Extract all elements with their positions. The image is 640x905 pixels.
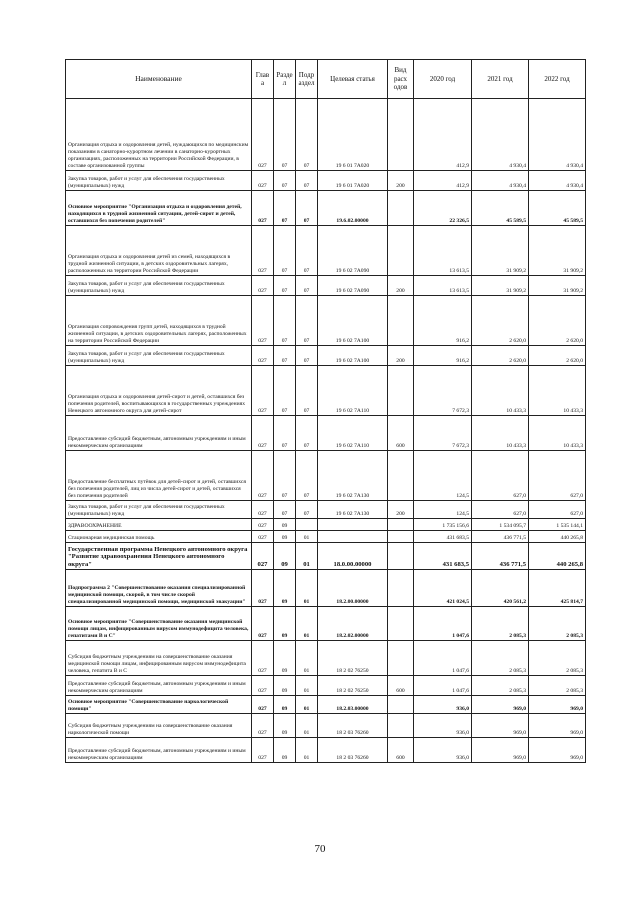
header-2020: 2020 год (414, 60, 472, 99)
row-cell-r: 09 (274, 738, 296, 763)
row-cell-p: 07 (296, 226, 318, 276)
table-row (66, 676, 586, 696)
row-cell-r: 07 (274, 346, 296, 366)
row-cell-r: 09 (274, 676, 296, 696)
row-cell-a: 936,0 (414, 714, 472, 738)
row-cell-p: 07 (296, 99, 318, 171)
row-name: Подпрограмма 2 "Совершенствование оказания специализированной медицинской помощи, скорой, в том числе скорой специализированной медицинской помощи, медицинской эвакуации" (66, 570, 252, 607)
row-cell-s (318, 531, 388, 543)
row-cell-v (388, 451, 414, 501)
row-cell-v: 600 (388, 416, 414, 451)
row-cell-s: 19 6 02 7А130 (318, 501, 388, 519)
page-number: 70 (314, 843, 326, 855)
row-cell-r: 07 (274, 276, 296, 296)
table-body (66, 99, 586, 763)
row-cell-a: 412,9 (414, 99, 472, 171)
row-cell-r: 07 (274, 226, 296, 276)
table-row (66, 543, 586, 570)
row-name: Организация сопровождения групп детей, находящихся в трудной жизненной ситуации, в детских оздоровительных лагерях, расположенных на территории Российской Федерации (66, 296, 252, 346)
row-cell-p: 07 (296, 171, 318, 191)
row-cell-s: 19 6 02 7А110 (318, 366, 388, 416)
row-cell-a: 22 326,5 (414, 191, 472, 226)
row-cell-g: 027 (252, 570, 274, 607)
row-cell-p: 07 (296, 276, 318, 296)
row-cell-c: 2 085,3 (529, 676, 586, 696)
row-cell-b: 31 909,2 (472, 276, 529, 296)
row-cell-v (388, 191, 414, 226)
table-row (66, 696, 586, 714)
row-cell-g: 027 (252, 99, 274, 171)
table-row (66, 416, 586, 451)
table-row (66, 519, 586, 531)
row-cell-r: 09 (274, 696, 296, 714)
row-cell-a: 7 672,3 (414, 366, 472, 416)
row-cell-s: 19 6 02 7А100 (318, 346, 388, 366)
row-cell-v (388, 296, 414, 346)
row-cell-v (388, 366, 414, 416)
row-cell-c: 969,0 (529, 696, 586, 714)
row-name: Основное мероприятие "Совершенствование оказания медицинской помощи лицам, инфицированным вирусом иммунодефицита человека, гепатитами В и С" (66, 607, 252, 641)
row-cell-a: 431 683,5 (414, 543, 472, 570)
row-cell-b: 420 561,2 (472, 570, 529, 607)
row-cell-r: 09 (274, 714, 296, 738)
row-cell-v (388, 519, 414, 531)
row-cell-b: 4 930,4 (472, 171, 529, 191)
row-cell-s: 19 6 02 7А110 (318, 416, 388, 451)
row-name: Закупка товаров, работ и услуг для обеспечения государственных (муниципальных) нужд (66, 276, 252, 296)
row-cell-v: 200 (388, 501, 414, 519)
row-cell-c: 627,0 (529, 501, 586, 519)
row-cell-s: 19 6 01 7А020 (318, 171, 388, 191)
row-cell-r: 09 (274, 519, 296, 531)
row-cell-g: 027 (252, 451, 274, 501)
row-cell-v (388, 226, 414, 276)
row-cell-a: 431 683,5 (414, 531, 472, 543)
row-cell-r: 07 (274, 366, 296, 416)
row-cell-c: 45 589,5 (529, 191, 586, 226)
row-cell-v: 200 (388, 171, 414, 191)
row-cell-s: 18 2 03 76260 (318, 738, 388, 763)
row-cell-c: 10 433,3 (529, 416, 586, 451)
row-cell-p: 01 (296, 676, 318, 696)
table-row (66, 346, 586, 366)
row-cell-g: 027 (252, 226, 274, 276)
row-cell-b: 2 620,0 (472, 346, 529, 366)
row-cell-p: 07 (296, 346, 318, 366)
row-cell-c: 440 265,8 (529, 543, 586, 570)
row-name: Основное мероприятие "Организация отдыха и оздоровления детей, находящихся в трудной жизненной ситуации, детей-сирот и детей, оставшихся без попечения родителей" (66, 191, 252, 226)
row-cell-s: 18 2 03 76260 (318, 714, 388, 738)
row-cell-a: 13 613,5 (414, 276, 472, 296)
row-cell-s: 18.2.02.00000 (318, 607, 388, 641)
row-cell-a: 124,5 (414, 451, 472, 501)
row-cell-a: 412,9 (414, 171, 472, 191)
row-cell-s: 18 2 02 76250 (318, 676, 388, 696)
row-name: Основное мероприятие "Совершенствование наркологической помощи" (66, 696, 252, 714)
row-cell-s: 19 6 02 7А100 (318, 296, 388, 346)
row-cell-g: 027 (252, 276, 274, 296)
row-cell-v: 600 (388, 676, 414, 696)
row-cell-b: 627,0 (472, 501, 529, 519)
row-cell-c: 2 085,3 (529, 641, 586, 676)
row-cell-b: 10 433,3 (472, 366, 529, 416)
row-name: Субсидия бюджетным учреждениям на совершенствование оказания наркологической помощи (66, 714, 252, 738)
row-cell-a: 124,5 (414, 501, 472, 519)
row-cell-b: 436 771,5 (472, 543, 529, 570)
row-cell-c: 31 909,2 (529, 226, 586, 276)
row-cell-c: 2 620,0 (529, 296, 586, 346)
row-cell-b: 2 085,3 (472, 641, 529, 676)
row-cell-g: 027 (252, 191, 274, 226)
row-cell-p: 07 (296, 191, 318, 226)
row-name: Предоставление субсидий бюджетным, автономным учреждениям и иным некоммерческим организациям (66, 738, 252, 763)
header-2021: 2021 год (472, 60, 529, 99)
row-cell-p: 01 (296, 641, 318, 676)
row-cell-p: 01 (296, 607, 318, 641)
row-cell-a: 916,2 (414, 296, 472, 346)
row-cell-r: 09 (274, 531, 296, 543)
row-cell-a: 1 047,6 (414, 641, 472, 676)
row-cell-g: 027 (252, 366, 274, 416)
row-cell-g: 027 (252, 296, 274, 346)
row-cell-a: 936,0 (414, 738, 472, 763)
header-2022: 2022 год (529, 60, 586, 99)
row-cell-p: 01 (296, 531, 318, 543)
table-row (66, 451, 586, 501)
row-cell-v (388, 531, 414, 543)
header-vid: Вид расх одов (388, 60, 414, 99)
row-cell-v (388, 641, 414, 676)
table-row (66, 296, 586, 346)
row-name: Субсидия бюджетным учреждениям на совершенствование оказания медицинской помощи лицам, инфицированным вирусом иммунодефицита человека, гепатита В и С (66, 641, 252, 676)
row-cell-s: 18.0.00.00000 (318, 543, 388, 570)
row-cell-s: 19 6 02 7А090 (318, 276, 388, 296)
table-row (66, 366, 586, 416)
row-cell-p: 07 (296, 416, 318, 451)
row-cell-r: 07 (274, 171, 296, 191)
row-cell-b: 45 589,5 (472, 191, 529, 226)
row-cell-g: 027 (252, 641, 274, 676)
row-cell-a: 13 613,5 (414, 226, 472, 276)
row-cell-v: 200 (388, 346, 414, 366)
row-cell-s: 18.2.00.00000 (318, 570, 388, 607)
row-cell-g: 027 (252, 543, 274, 570)
row-cell-s: 19 6 02 7А130 (318, 451, 388, 501)
row-cell-r: 09 (274, 607, 296, 641)
budget-table (65, 59, 586, 763)
row-cell-g: 027 (252, 519, 274, 531)
row-name: Предоставление субсидий бюджетным, автономным учреждениям и иным некоммерческим организациям (66, 676, 252, 696)
row-cell-a: 7 672,3 (414, 416, 472, 451)
table-row (66, 738, 586, 763)
row-cell-b: 2 085,3 (472, 607, 529, 641)
row-cell-v (388, 570, 414, 607)
header-statya: Целевая статья (318, 60, 388, 99)
header-razdel: Разде л (274, 60, 296, 99)
row-cell-a: 1 047,6 (414, 676, 472, 696)
table-row (66, 570, 586, 607)
row-cell-p: 01 (296, 696, 318, 714)
row-cell-b: 10 433,3 (472, 416, 529, 451)
row-cell-g: 027 (252, 607, 274, 641)
table-row (66, 191, 586, 226)
row-cell-r: 07 (274, 416, 296, 451)
row-cell-s: 18 2 02 76250 (318, 641, 388, 676)
row-cell-a: 1 047,6 (414, 607, 472, 641)
table-row (66, 641, 586, 676)
row-name: Предоставление субсидий бюджетным, автономным учреждениям и иным некоммерческим организациям (66, 416, 252, 451)
row-cell-v (388, 99, 414, 171)
row-cell-r: 07 (274, 191, 296, 226)
row-cell-c: 2 620,0 (529, 346, 586, 366)
row-cell-a: 421 024,5 (414, 570, 472, 607)
table-row (66, 714, 586, 738)
row-name: Закупка товаров, работ и услуг для обеспечения государственных (муниципальных) нужд (66, 171, 252, 191)
row-cell-g: 027 (252, 676, 274, 696)
row-cell-v: 200 (388, 276, 414, 296)
row-cell-c: 1 535 144,1 (529, 519, 586, 531)
table-row (66, 99, 586, 171)
row-cell-b: 2 620,0 (472, 296, 529, 346)
row-cell-c: 4 930,4 (529, 171, 586, 191)
row-cell-p: 07 (296, 296, 318, 346)
row-cell-r: 07 (274, 296, 296, 346)
table-row (66, 501, 586, 519)
table-row (66, 171, 586, 191)
row-cell-v (388, 543, 414, 570)
row-cell-c: 425 814,7 (529, 570, 586, 607)
row-cell-r: 09 (274, 543, 296, 570)
row-name: Предоставление бесплатных путёвок для детей-сирот и детей, оставшихся без попечения родителей, лиц из числа детей-сирот и детей, оставшихся без попечения родителей (66, 451, 252, 501)
row-cell-c: 10 433,3 (529, 366, 586, 416)
row-cell-v (388, 714, 414, 738)
row-cell-a: 936,0 (414, 696, 472, 714)
row-cell-c: 2 085,3 (529, 607, 586, 641)
row-cell-c: 31 909,2 (529, 276, 586, 296)
row-name: ЗДРАВООХРАНЕНИЕ (66, 519, 252, 531)
row-cell-p: 01 (296, 543, 318, 570)
row-cell-g: 027 (252, 531, 274, 543)
row-cell-b: 627,0 (472, 451, 529, 501)
header-podrazdel: Подр аздел (296, 60, 318, 99)
row-cell-g: 027 (252, 346, 274, 366)
row-cell-c: 969,0 (529, 738, 586, 763)
table-row (66, 607, 586, 641)
header-name: Наименование (66, 60, 252, 99)
row-cell-b: 969,0 (472, 696, 529, 714)
row-cell-b: 31 909,2 (472, 226, 529, 276)
row-cell-r: 07 (274, 451, 296, 501)
table-row (66, 276, 586, 296)
header-glava: Глав а (252, 60, 274, 99)
row-name: Закупка товаров, работ и услуг для обеспечения государственных (муниципальных) нужд (66, 346, 252, 366)
row-cell-b: 969,0 (472, 714, 529, 738)
row-cell-v (388, 696, 414, 714)
row-cell-b: 2 085,3 (472, 676, 529, 696)
row-cell-p: 07 (296, 451, 318, 501)
row-name: Государственная программа Ненецкого автономного округа "Развитие здравоохранения Ненецкого автономного округа" (66, 543, 252, 570)
row-name: Стационарная медицинская помощь (66, 531, 252, 543)
row-cell-g: 027 (252, 416, 274, 451)
row-cell-v (388, 607, 414, 641)
row-cell-c: 627,0 (529, 451, 586, 501)
table-row (66, 531, 586, 543)
budget-table-page (65, 59, 585, 763)
table-header-row (66, 60, 586, 99)
row-cell-g: 027 (252, 738, 274, 763)
row-cell-g: 027 (252, 501, 274, 519)
row-cell-b: 4 930,4 (472, 99, 529, 171)
row-cell-p: 07 (296, 366, 318, 416)
row-cell-p: 01 (296, 714, 318, 738)
row-cell-b: 969,0 (472, 738, 529, 763)
row-cell-a: 1 735 156,6 (414, 519, 472, 531)
row-cell-p: 01 (296, 570, 318, 607)
row-name: Организация отдыха и оздоровления детей из семей, находящихся в трудной жизненной ситуации, в детских оздоровительных лагерях, расположенных на территории Российской Федерации (66, 226, 252, 276)
row-cell-r: 07 (274, 501, 296, 519)
row-name: Организация отдыха и оздоровления детей-сирот и детей, оставшихся без попечения родителей, воспитывающихся в государственных учреждениях Ненецкого автономного округа для детей-сирот (66, 366, 252, 416)
row-cell-b: 436 771,5 (472, 531, 529, 543)
row-cell-g: 027 (252, 171, 274, 191)
row-name: Организация отдыха и оздоровления детей, нуждающихся по медицинским показаниям в санаторно-курортном лечении в санаторно-курортных организациях, расположенных на территории Российской Федерации, в составе организованной группы (66, 99, 252, 171)
row-cell-g: 027 (252, 696, 274, 714)
row-cell-s (318, 519, 388, 531)
row-cell-c: 440 265,8 (529, 531, 586, 543)
row-cell-s: 19 6 01 7А020 (318, 99, 388, 171)
row-cell-c: 4 930,4 (529, 99, 586, 171)
row-cell-r: 09 (274, 641, 296, 676)
row-cell-p (296, 519, 318, 531)
row-cell-s: 19.6.02.00000 (318, 191, 388, 226)
row-cell-s: 19 6 02 7А090 (318, 226, 388, 276)
row-cell-r: 09 (274, 570, 296, 607)
row-cell-c: 969,0 (529, 714, 586, 738)
row-cell-r: 07 (274, 99, 296, 171)
row-name: Закупка товаров, работ и услуг для обеспечения государственных (муниципальных) нужд (66, 501, 252, 519)
row-cell-p: 01 (296, 738, 318, 763)
row-cell-b: 1 534 095,7 (472, 519, 529, 531)
row-cell-v: 600 (388, 738, 414, 763)
row-cell-g: 027 (252, 714, 274, 738)
table-row (66, 226, 586, 276)
row-cell-p: 07 (296, 501, 318, 519)
row-cell-a: 916,2 (414, 346, 472, 366)
row-cell-s: 18.2.03.00000 (318, 696, 388, 714)
